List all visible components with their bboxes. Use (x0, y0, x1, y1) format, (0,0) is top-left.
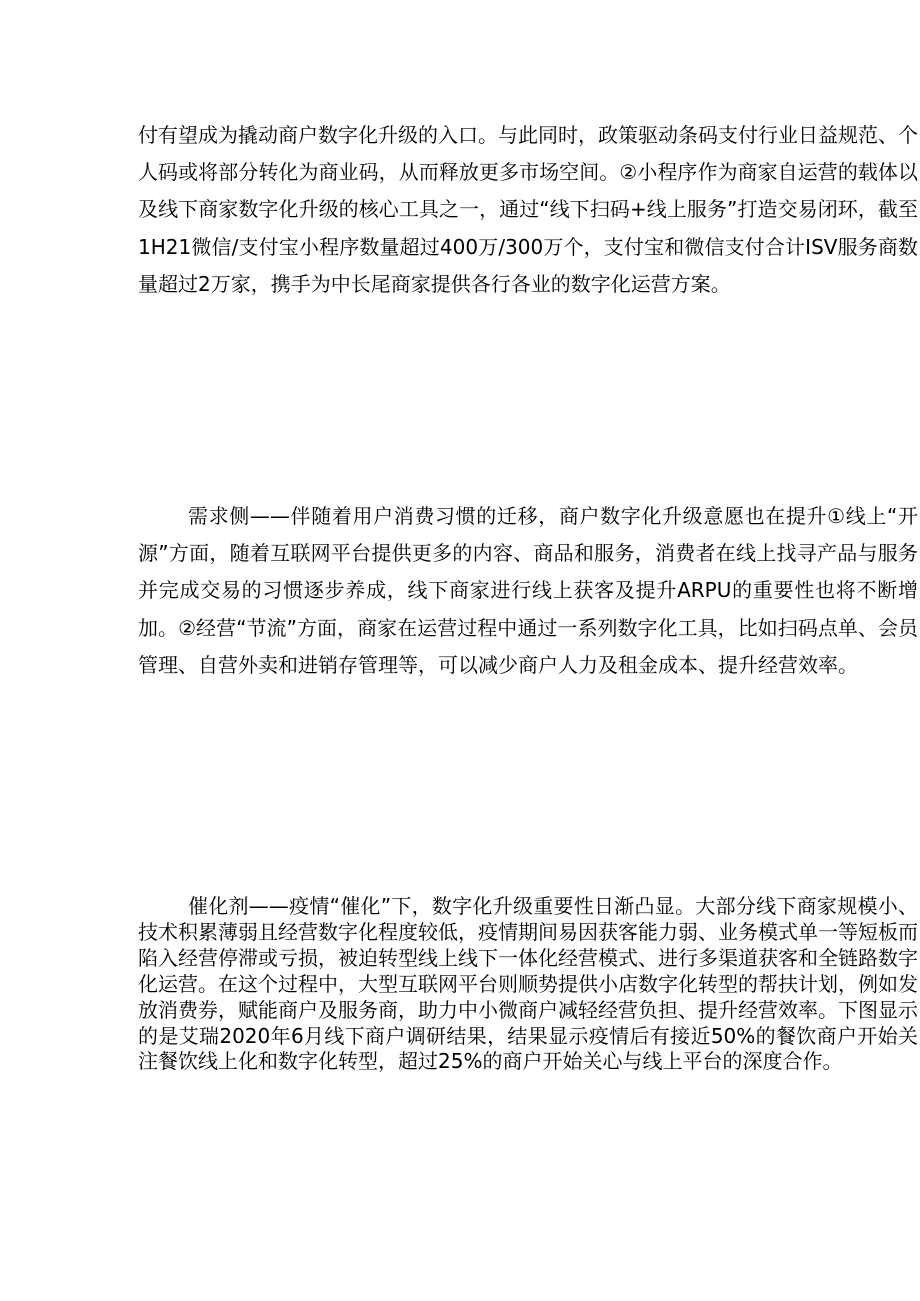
paragraph-catalyst: 催化剂——疫情“催化”下，数字化升级重要性日渐凸显。大部分线下商家规模小、技术积累薄弱且经营数字化程度较低，疫情期间易因获客能力弱、业务模式单一等短板而陷入经营停滞或亏损，被迫转型线上线下一体化经营模式、进行多渠道获客和全链路数字化运营。在这个过程中，大型互联网平台则顺势提供小店数字化转型的帮扶计划，例如发放消费券，赋能商户及服务商，助力中小微商户减轻经营负担、提升经营效率。下图显示的是艾瑞2020年6月线下商户调研结果，结果显示疫情后有接近50%的餐饮商户开始关注餐饮线上化和数字化转型，超过25%的商户开始关心与线上平台的深度合作。 (138, 894, 918, 1074)
paragraph-demand-side: 需求侧——伴随着用户消费习惯的迁移，商户数字化升级意愿也在提升①线上“开源”方面，随着互联网平台提供更多的内容、商品和服务，消费者在线上找寻产品与服务并完成交易的习惯逐步养成，线下商家进行线上获客及提升ARPU的重要性也将不断增加。②经营“节流”方面，商家在运营过程中通过一系列数字化工具，比如扫码点单、会员管理、自营外卖和进销存管理等，可以减少商户人力及租金成本、提升经营效率。 (138, 504, 918, 677)
paragraph-payment-entry: 付有望成为撬动商户数字化升级的入口。与此同时，政策驱动条码支付行业日益规范、个人码或将部分转化为商业码，从而释放更多市场空间。②小程序作为商家自运营的载体以及线下商家数字化升级的核心工具之一，通过“线下扫码+线上服务”打造交易闭环，截至1H21微信/支付宝小程序数量超过400万/300万个，支付宝和微信支付合计ISV服务商数量超过2万家，携手为中长尾商家提供各行各业的数字化运营方案。 (138, 123, 918, 296)
